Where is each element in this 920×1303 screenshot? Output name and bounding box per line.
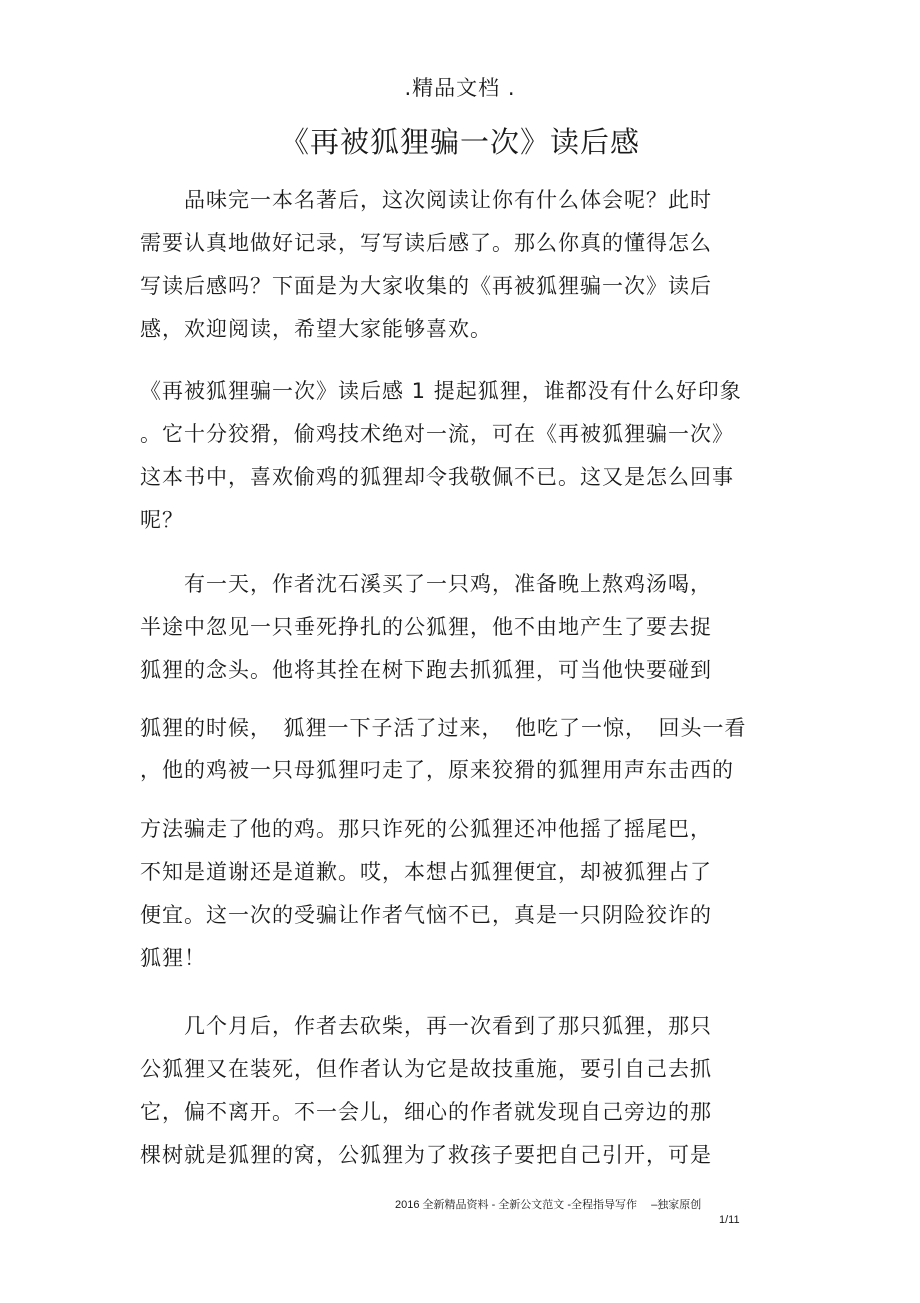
- text-line: 这本书中，喜欢偷鸡的狐狸却令我敬佩不已。这又是怎么回事: [140, 465, 734, 489]
- text-line: 感，欢迎阅读，希望大家能够喜欢。: [140, 317, 492, 341]
- document-title: 《再被狐狸骗一次》读后感: [279, 125, 640, 159]
- text-line: 需要认真地做好记录，写写读后感了。那么你真的懂得怎么: [140, 231, 712, 255]
- text-line: 。它十分狡猾，偷鸡技术绝对一流，可在《再被狐狸骗一次》: [140, 422, 734, 446]
- text-line: 有一天，作者沈石溪买了一只鸡，准备晚上熬鸡汤喝，: [140, 572, 712, 596]
- text-line: 不知是道谢还是道歉。哎，本想占狐狸便宜，却被狐狸占了: [140, 860, 712, 884]
- footer-text: 2016 全新精品资料 - 全新公文范文 -全程指导写作 –独家原创: [395, 1199, 702, 1211]
- document-header-watermark: .精品文档 .: [404, 76, 516, 100]
- text-line: 狐狸的时候， 狐狸一下子活了过来， 他吃了一惊， 回头一看: [140, 716, 747, 740]
- text-line: 狐狸的念头。他将其拴在树下跑去抓狐狸，可当他快要碰到: [140, 658, 712, 682]
- text-line: 《再被狐狸骗一次》读后感 1 提起狐狸，谁都没有什么好印象: [140, 379, 742, 403]
- text-line: 呢？: [140, 508, 184, 532]
- text-line: 几个月后，作者去砍柴，再一次看到了那只狐狸，那只: [140, 1014, 712, 1038]
- text-line: 狐狸！: [140, 946, 206, 970]
- text-line: 半途中忽见一只垂死挣扎的公狐狸，他不由地产生了要去捉: [140, 615, 712, 639]
- page-number: 1/11: [719, 1214, 740, 1226]
- text-line: 方法骗走了他的鸡。那只诈死的公狐狸还冲他摇了摇尾巴，: [140, 817, 712, 841]
- text-line: 便宜。这一次的受骗让作者气恼不已，真是一只阴险狡诈的: [140, 903, 712, 927]
- text-line: 品味完一本名著后，这次阅读让你有什么体会呢？此时: [140, 188, 712, 212]
- text-line: 它，偏不离开。不一会儿，细心的作者就发现自己旁边的那: [140, 1100, 712, 1124]
- text-line: 写读后感吗？下面是为大家收集的《再被狐狸骗一次》读后: [140, 274, 712, 298]
- text-line: ，他的鸡被一只母狐狸叼走了，原来狡猾的狐狸用声东击西的: [140, 758, 734, 782]
- text-line: 公狐狸又在装死，但作者认为它是故技重施，要引自己去抓: [140, 1057, 712, 1081]
- text-line: 棵树就是狐狸的窝，公狐狸为了救孩子要把自己引开，可是: [140, 1143, 712, 1167]
